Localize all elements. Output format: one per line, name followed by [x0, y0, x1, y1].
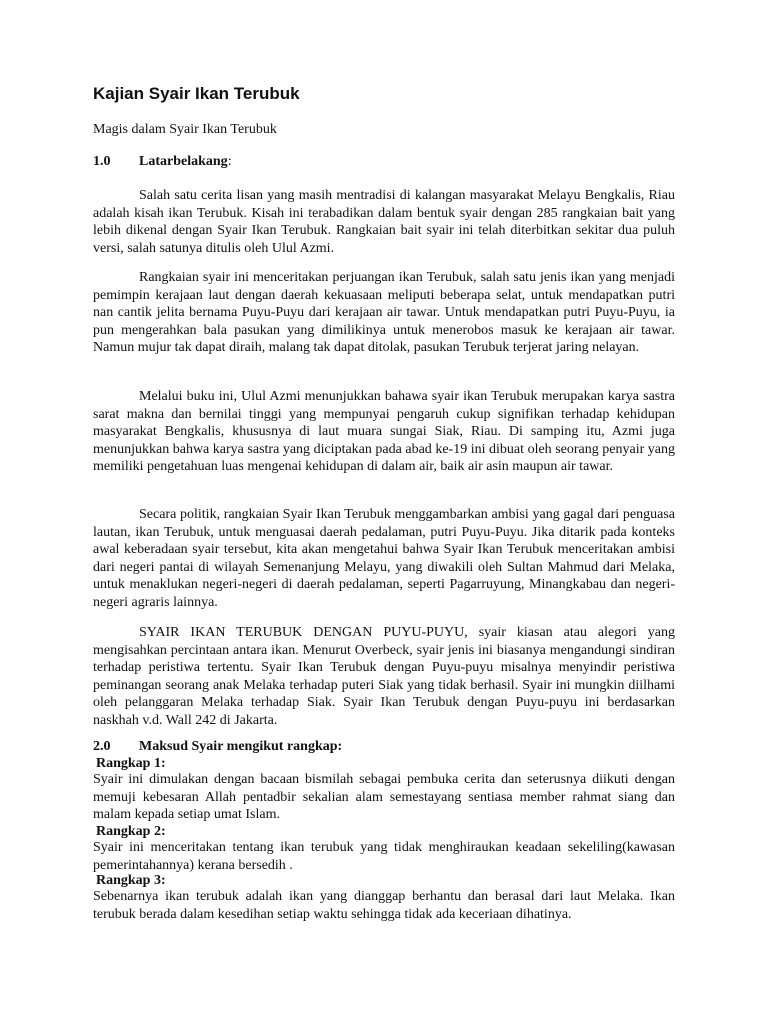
section-heading-1: [93, 154, 232, 170]
paragraph: SYAIR IKAN TERUBUK DENGAN PUYU-PUYU, syair kiasan atau alegori yang mengisahkan percintaan antara ikan. Menurut Overbeck, syair jenis ini biasanya mengandungi sindiran terhadap peristiwa tertentu. Syair Ikan Terubuk dengan Puyu-puyu misalnya menyindir peristiwa peminangan seorang anak Melaka terhadap puteri Siak yang tidak berhasil. Syair ini mungkin diilhami oleh pelanggaran Melaka terhadap Siak. Syair Ikan Terubuk dengan Puyu-puyu ini berdasarkan naskhah v.d. Wall 242 di Jakarta.: [93, 625, 675, 728]
section-number: 1.0: [93, 154, 111, 169]
paragraph: Secara politik, rangkaian Syair Ikan Terubuk menggambarkan ambisi yang gagal dari penguasa lautan, ikan Terubuk, untuk menguasai daerah pedalaman, putri Puyu-Puyu. Jika ditarik pada konteks awal keberadaan syair tersebut, kita akan mengetahui bahwa Syair Ikan Terubuk menceritakan ambisi dari negeri pantai di wilayah Semenanjung Melayu, yang diwakili oleh Sultan Mahmud dari Melaka, untuk menaklukan negeri-negeri di daerah pedalaman, seperti Pagarruyung, Minangkabau dan negeri-negeri agraris lainnya.: [93, 507, 675, 610]
paragraph: Salah satu cerita lisan yang masih mentradisi di kalangan masyarakat Melayu Bengkalis, Riau adalah kisah ikan Terubuk. Kisah ini terabadikan dalam bentuk syair dengan 285 rangkaian bait yang lebih dikenal dengan Syair Ikan Terubuk. Rangkaian bait syair ini telah diterbitkan sekitar dua puluh versi, salah satunya ditulis oleh Ulul Azmi.: [93, 188, 675, 256]
section-number: 2.0: [93, 739, 111, 754]
rangkap-label: Rangkap 2:: [96, 824, 166, 839]
paragraph: Rangkaian syair ini menceritakan perjuangan ikan Terubuk, salah satu jenis ikan yang menjadi pemimpin kerajaan laut dengan daerah kekuasaan meliputi beberapa selat, untuk mendapatkan putri nan cantik jelita bernama Puyu-Puyu dari kerajaan air tawar. Untuk mendapatkan putri Puyu-Puyu, ia pun mengerahkan bala pasukan yang dimilikinya untuk menerobos masuk ke kerajaan air tawar. Namun mujur tak dapat diraih, malang tak dapat ditolak, pasukan Terubuk terjerat jaring nelayan.: [93, 270, 675, 356]
section-title: Maksud Syair mengikut rangkap:: [139, 739, 343, 754]
rangkap-label: Rangkap 1:: [96, 756, 166, 771]
section-colon: :: [227, 154, 232, 169]
document-subtitle: Magis dalam Syair Ikan Terubuk: [93, 122, 277, 137]
paragraph: Melalui buku ini, Ulul Azmi menunjukkan bahawa syair ikan Terubuk merupakan karya sastra sarat makna dan bernilai tinggi yang mempunyai pengaruh cukup signifikan terhadap kehidupan masyarakat Bengkalis, khususnya di laut muara sungai Siak, Riau. Di samping itu, Azmi juga menunjukkan bahwa karya sastra yang diciptakan pada abad ke-19 ini dibuat oleh seorang penyair yang memiliki pengetahuan luas mengenai kehidupan di dalam air, baik air asin maupun air tawar.: [93, 389, 675, 475]
rangkap-text: Syair ini menceritakan tentang ikan terubuk yang tidak menghiraukan keadaan sekeliling(kawasan pemerintahannya) kerana bersedih .: [93, 840, 675, 873]
section-title: Latarbelakang: [139, 154, 228, 169]
section-heading-2: [93, 739, 342, 755]
rangkap-text: Syair ini dimulakan dengan bacaan bismilah sebagai pembuka cerita dan seterusnya diikuti dengan memuji kebesaran Allah pentadbir sekalian alam semestayang sentiasa member rahmat siang dan malam kepada setiap umat Islam.: [93, 772, 675, 823]
document-title: Kajian Syair Ikan Terubuk: [93, 84, 300, 103]
rangkap-text: Sebenarnya ikan terubuk adalah ikan yang dianggap berhantu dan berasal dari laut Melaka. Ikan terubuk berada dalam kesedihan setiap waktu sehingga tidak ada keceriaan dihatinya.: [93, 889, 675, 922]
rangkap-label: Rangkap 3:: [96, 873, 166, 888]
